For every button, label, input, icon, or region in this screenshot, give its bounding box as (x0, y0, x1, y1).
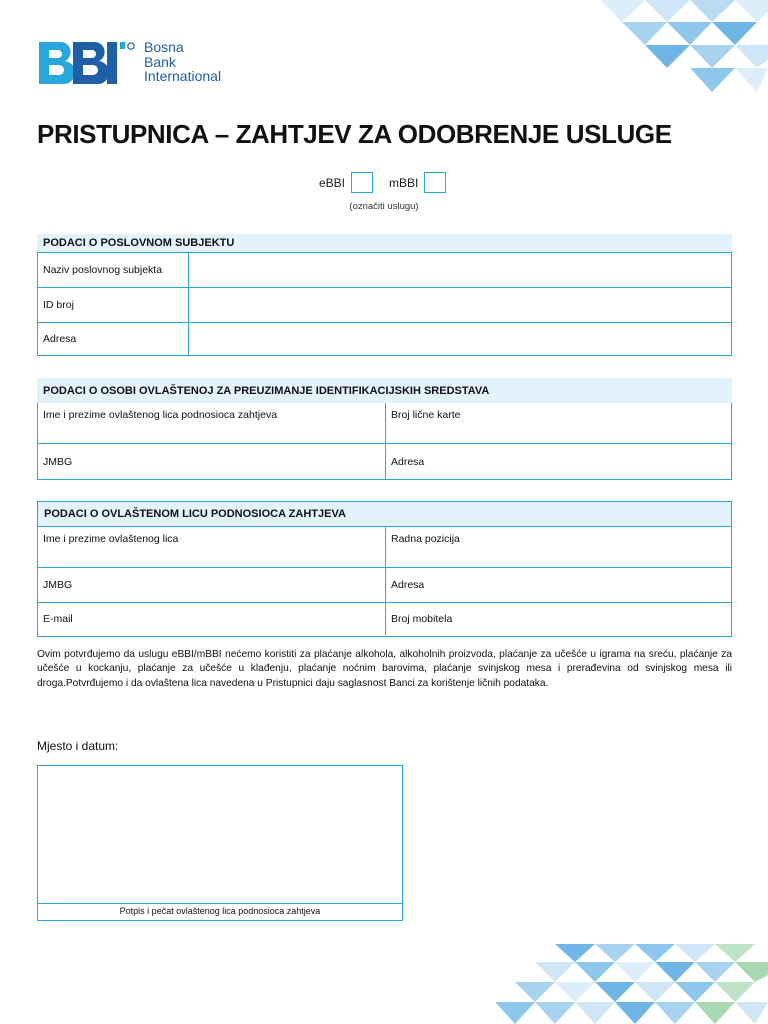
table-row (38, 403, 731, 443)
email-field[interactable]: E-mail (43, 613, 73, 625)
mobile-number-field[interactable]: Broj mobitela (385, 603, 731, 635)
pickup-name-field[interactable]: Ime i prezime ovlaštenog lica podnosioca zahtjeva (43, 409, 278, 421)
authorized-name-field[interactable]: Ime i prezime ovlaštenog lica (43, 533, 179, 545)
page-title: PRISTUPNICA – ZAHTJEV ZA ODOBRENJE USLUGE (37, 119, 672, 149)
mbbi-label: mBBI (389, 175, 419, 190)
bbi-logo-icon (37, 40, 137, 86)
decorative-triangles-bottom (485, 940, 768, 1024)
mbbi-checkbox[interactable] (424, 172, 446, 193)
business-address-label: Adresa (43, 333, 77, 345)
section-business-table (37, 252, 732, 356)
id-number-label: ID broj (43, 299, 74, 311)
service-ebbi (319, 172, 373, 193)
table-row (38, 287, 731, 322)
authorized-address-field[interactable]: Adresa (385, 568, 731, 602)
signature-box[interactable] (37, 765, 403, 921)
id-number-field[interactable] (188, 288, 731, 322)
logo-text (144, 40, 221, 84)
section-id-pickup-table (37, 403, 732, 480)
table-row (38, 322, 731, 355)
section-business-header: PODACI O POSLOVNOM SUBJEKTU (37, 234, 732, 252)
section-authorized-header: PODACI O OVLAŠTENOM LICU PODNOSIOCA ZAHTJEVA (38, 502, 731, 527)
ebbi-label: eBBI (319, 175, 346, 190)
table-row (38, 527, 731, 567)
id-card-number-field[interactable]: Broj lične karte (385, 403, 731, 443)
service-note: (označiti uslugu) (349, 201, 419, 212)
logo-line-2: Bank (144, 53, 176, 70)
table-row (38, 443, 731, 479)
table-row (38, 253, 731, 287)
ebbi-checkbox[interactable] (351, 172, 373, 193)
decorative-triangles-top (585, 0, 768, 100)
authorized-jmbg-field[interactable]: JMBG (43, 579, 73, 591)
service-mbbi (389, 172, 446, 193)
business-name-label: Naziv poslovnog subjekta (43, 264, 163, 276)
place-date-label: Mjesto i datum: (37, 739, 119, 753)
table-row (38, 567, 731, 602)
section-authorized-table (37, 501, 732, 637)
signature-caption: Potpis i pečat ovlaštenog lica podnosioca zahtjeva (38, 903, 402, 920)
section-id-pickup-header: PODACI O OSOBI OVLAŠTENOJ ZA PREUZIMANJE IDENTIFIKACIJSKIH SREDSTAVA (37, 378, 732, 403)
disclaimer-text: Ovim potvrđujemo da uslugu eBBI/mBBI nećemo koristiti za plaćanje alkohola, alkoholnih proizvoda, plaćanje za učešće u igrama na sreću, plaćanje za učešće u kockanju, plaćanje za učešće u klađenju, plaćanje noćnim barovima, plaćanje svinjskog mesa i prerađevina od svinjskog mesa ili droga.Potvrđujemo i da ovlaštena lica navedena u Pristupnici daju saglasnost Banci za korištenje ličnih podataka. (37, 649, 732, 689)
table-row (38, 602, 731, 635)
logo-line-3: International (144, 68, 222, 84)
logo-line-1: Bosna (144, 39, 184, 55)
job-position-field[interactable]: Radna pozicija (385, 527, 731, 567)
pickup-jmbg-field[interactable]: JMBG (43, 455, 73, 468)
business-name-field[interactable] (188, 253, 731, 287)
business-address-field[interactable] (188, 323, 731, 355)
pickup-address-field[interactable]: Adresa (385, 444, 731, 479)
